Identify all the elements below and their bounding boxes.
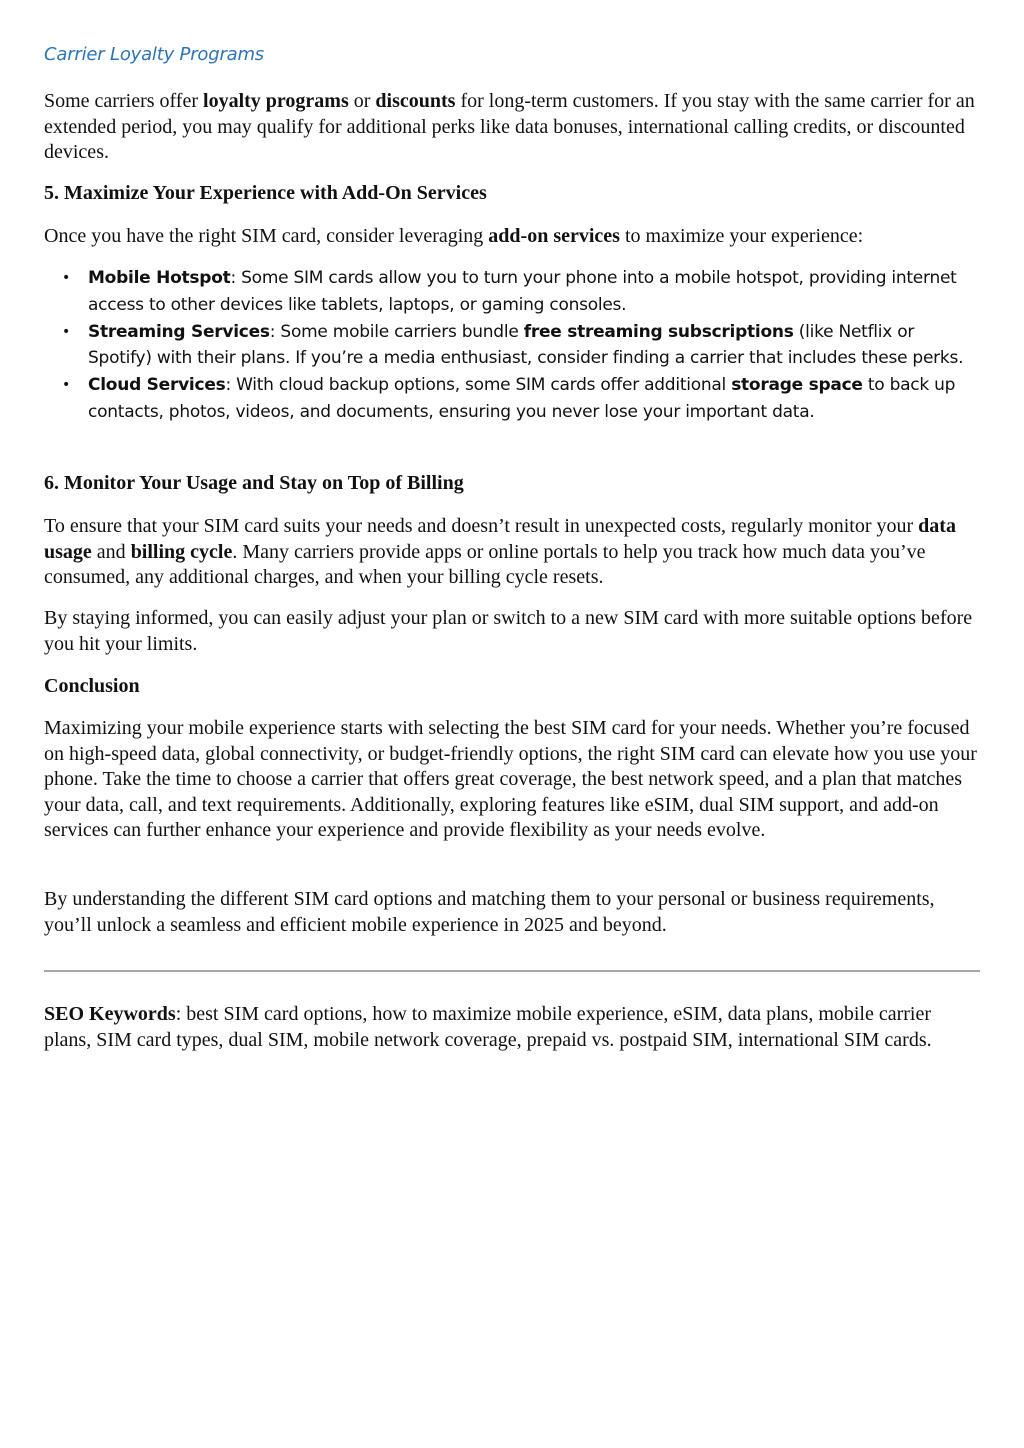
conclusion-paragraph-2: By understanding the different SIM card options and matching them to your personal or business requirements, you’ll unlock a seamless and efficient mobile experience in 2025 and beyond. [44,888,935,936]
loyalty-bold-discounts: discounts [375,90,456,112]
list-item [44,265,980,319]
section-6-paragraph-1 [44,514,980,591]
bullet-icon: • [62,323,71,340]
section-6-text-3: . Many carriers provide apps or online portals to help you track how much data you’ve consumed, any additional charges, and when your billing cycle resets. [44,540,926,588]
loyalty-text-2: or [348,90,376,112]
list-item-title: Streaming Services [88,321,270,342]
section-5-intro-text-1: Once you have the right SIM card, consider leveraging [44,225,489,247]
add-on-services-list [44,265,980,426]
list-item-title: Cloud Services [88,375,226,396]
list-item-text: to back up contacts, photos, videos, and documents, ensuring you never lose your important data. [88,375,956,422]
seo-keywords-paragraph [44,1002,980,1053]
seo-keywords-text: : best SIM card options, how to maximize mobile experience, eSIM, data plans, mobile carrier plans, SIM card types, dual SIM, mobile network coverage, prepaid vs. postpaid SIM, international SIM cards. [44,1003,932,1051]
list-item [44,319,980,373]
bullet-icon: • [62,270,71,286]
section-6-bold-data-usage: data usage [44,515,956,563]
list-item-bold: free streaming subscriptions [523,321,794,342]
seo-keywords-label: SEO Keywords [44,1003,176,1025]
loyalty-bold-programs: loyalty programs [203,90,349,112]
list-item [44,372,980,426]
section-5-intro [44,224,980,250]
section-6-text-2: and [91,540,131,563]
loyalty-text-3: for long-term customers. If you stay with the same carrier for an extended period, you may qualify for additional perks like data bonuses, international calling credits, or discounted devices. [44,90,975,163]
bullet-icon: • [62,377,71,394]
list-item-text: : With cloud backup options, some SIM cards offer additional [225,375,732,396]
section-5-intro-text-2: to maximize your experience: [619,225,864,247]
section-5-intro-bold: add-on services [488,225,620,247]
loyalty-paragraph [44,89,980,166]
conclusion-paragraph-1: Maximizing your mobile experience starts with selecting the best SIM card for your needs. Whether you’re focused on high-speed data, global connectivity, or budget-friendly options, the right SIM card can elevate how you use your phone. Take the time to choose a carrier that offers great coverage, the best network speed, and a plan that matches your data, call, and text requirements. Additionally, exploring features like eSIM, dual SIM support, and add-on services can further enhance your experience and provide flexibility as your needs evolve. [44,717,977,841]
section-6-text-1: To ensure that your SIM card suits your needs and doesn’t result in unexpected costs, regularly monitor your [44,515,919,537]
section-6-paragraph-2: By staying informed, you can easily adjust your plan or switch to a new SIM card with more suitable options before you hit your limits. [44,607,973,655]
conclusion-heading: Conclusion [44,675,140,697]
list-item-text: (like Netflix or Spotify) with their plans. If you’re a media enthusiast, consider finding a carrier that includes these perks. [88,321,964,369]
loyalty-text-1: Some carriers offer [44,90,204,112]
section-6-bold-billing-cycle: billing cycle [130,540,233,563]
section-6-heading: 6. Monitor Your Usage and Stay on Top of Billing [44,472,464,494]
section-5-heading: 5. Maximize Your Experience with Add-On Services [44,182,487,204]
list-item-text: : Some mobile carriers bundle [269,321,524,342]
list-item-bold: storage space [731,375,863,396]
list-item-title: Mobile Hotspot [88,268,231,288]
horizontal-divider [44,970,980,972]
list-item-text: : Some SIM cards allow you to turn your phone into a mobile hotspot, providing internet access to other devices like tablets, laptops, or gaming consoles. [88,268,957,315]
loyalty-subheading: Carrier Loyalty Programs [44,44,264,65]
